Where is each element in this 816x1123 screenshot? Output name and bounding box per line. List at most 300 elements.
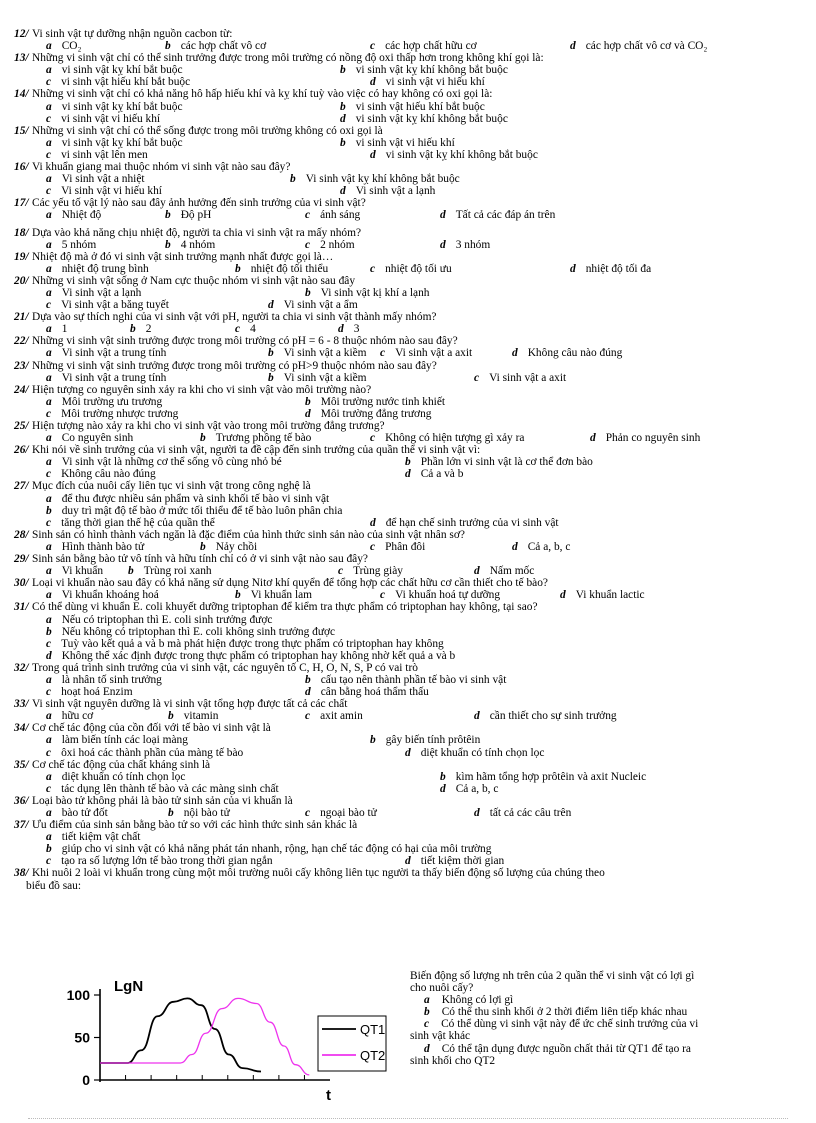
option-text: nhiệt độ tối thiểu (250, 262, 329, 275)
y-axis-label: LgN (114, 978, 144, 995)
option-letter: a (46, 734, 52, 747)
question-block (0, 161, 816, 197)
question-text: Ưu điểm của sinh sản bằng bào tử so với các hình thức sinh sản khác là (32, 819, 358, 832)
option-letter: d (340, 185, 346, 198)
answer-option[interactable] (370, 263, 452, 275)
answer-option[interactable] (305, 686, 429, 698)
question-stem (14, 88, 816, 101)
option-row (0, 614, 816, 626)
option-letter: b (200, 540, 206, 553)
answer-option[interactable] (305, 807, 377, 819)
answer-option[interactable] (474, 565, 534, 577)
option-row (0, 541, 816, 553)
question-stem (14, 383, 816, 396)
answer-option[interactable] (46, 674, 162, 686)
answer-option[interactable] (200, 432, 311, 444)
answer-option[interactable] (410, 1018, 810, 1030)
answer-option[interactable] (46, 347, 166, 359)
answer-option[interactable] (370, 734, 480, 746)
option-text: vi sinh vật kỵ khí không bắt buộc (355, 112, 508, 125)
option-letter: b (290, 173, 296, 186)
answer-option-continued (410, 1055, 810, 1067)
option-text: Vi khuẩn lactic (575, 589, 645, 602)
answer-option[interactable] (405, 855, 504, 867)
option-text: Vi sinh vật là những cơ thể sống vô cùng nhỏ bé (61, 456, 282, 469)
option-letter: d (474, 565, 480, 578)
answer-option[interactable] (46, 505, 342, 517)
option-text: Vi sinh vật kị khí a lạnh (320, 286, 430, 299)
answer-option[interactable] (370, 541, 425, 553)
answer-option[interactable] (440, 771, 646, 783)
answer-option[interactable] (46, 831, 140, 843)
answer-option[interactable] (235, 323, 256, 335)
question-block (0, 529, 816, 553)
answer-option[interactable] (410, 1006, 810, 1018)
question-block (0, 88, 816, 124)
option-text: giúp cho vi sinh vật có khả năng phát tán nhanh, rộng, hạn chế tác động có hại của môi trường (61, 843, 492, 856)
option-letter: d (370, 516, 376, 529)
option-letter: b (235, 262, 241, 275)
answer-option[interactable] (570, 263, 651, 275)
answer-option[interactable] (46, 771, 185, 783)
answer-option[interactable] (46, 614, 272, 626)
answer-option[interactable] (405, 468, 463, 480)
answer-option[interactable] (46, 149, 148, 161)
option-text: gây biến tính prôtêin (385, 734, 481, 747)
question-list (0, 28, 816, 892)
option-letter: a (46, 238, 52, 251)
option-text: kìm hãm tổng hợp prôtêin và axit Nucleic (455, 770, 647, 783)
answer-option[interactable] (46, 747, 243, 759)
answer-option[interactable] (128, 565, 212, 577)
option-text: Vi khuẩn khoáng hoá (61, 589, 159, 602)
option-letter: c (370, 540, 376, 553)
answer-option[interactable] (290, 173, 460, 185)
question-text: Những vi sinh vật sống ở Nam cực thuộc nhóm vi sinh vật nào sau đây (32, 274, 356, 287)
option-text: Vi sinh vật kỵ khí không bắt buộc (305, 173, 460, 186)
option-text: Môi trường ưu trương (61, 395, 163, 408)
answer-option[interactable] (512, 541, 570, 553)
answer-option[interactable] (46, 626, 335, 638)
answer-option[interactable] (46, 686, 133, 698)
option-row (0, 589, 816, 601)
answer-option[interactable] (46, 589, 159, 601)
option-letter: a (46, 286, 52, 299)
option-text: để thu được nhiều sản phẩm và sinh khối tế bào vi sinh vật (61, 492, 330, 505)
option-text: duy trì mật độ tế bào ở mức tối thiểu để tế bào luôn phân chia (61, 504, 343, 517)
option-text: Vi sinh vật a nhiệt (61, 173, 145, 186)
answer-option[interactable] (338, 565, 403, 577)
option-letter: d (474, 710, 480, 723)
answer-option[interactable] (235, 263, 328, 275)
option-letter: d (440, 209, 446, 222)
option-letter: b (168, 710, 174, 723)
answer-option[interactable] (405, 456, 593, 468)
answer-option[interactable] (340, 101, 485, 113)
answer-option[interactable] (305, 396, 445, 408)
answer-option[interactable] (512, 347, 622, 359)
question-stem (14, 444, 816, 457)
option-letter: b (168, 807, 174, 819)
option-letter: b (200, 432, 206, 445)
question-block (0, 420, 816, 444)
option-text: bào tử đốt (61, 807, 108, 819)
option-text: tất cả các câu trên (489, 807, 572, 819)
option-text: nhiệt độ trung bình (61, 262, 149, 275)
answer-option[interactable] (370, 432, 524, 444)
option-letter: b (128, 565, 134, 578)
option-letter: c (338, 565, 344, 578)
option-letter: c (305, 710, 311, 723)
answer-option[interactable] (370, 517, 559, 529)
answer-option[interactable] (46, 101, 183, 113)
option-letter: b (305, 286, 311, 299)
answer-option[interactable] (268, 347, 367, 359)
question-stem (14, 661, 816, 674)
option-letter: c (46, 782, 52, 795)
answer-option[interactable] (305, 287, 429, 299)
legend-label: QT1 (360, 1022, 386, 1037)
option-letter: c (46, 112, 52, 125)
answer-option[interactable] (168, 807, 230, 819)
option-letter: d (560, 589, 566, 602)
answer-option[interactable] (46, 287, 141, 299)
option-letter: c (46, 468, 52, 481)
option-text: Cả a, b, c (455, 782, 499, 795)
option-letter: b (424, 1006, 430, 1019)
answer-option[interactable] (410, 1043, 810, 1055)
option-text: Vi sinh vật a axit (489, 371, 567, 384)
option-letter: b (340, 100, 346, 113)
question-text: Loại bào tử không phải là bào tử sinh sản của vi khuẩn là (32, 794, 293, 807)
option-text: để hạn chế sinh trưởng của vi sinh vật (385, 516, 559, 529)
option-text: diệt khuẩn có tính chọn lọc (420, 746, 545, 759)
answer-option[interactable] (46, 209, 101, 221)
answer-option[interactable] (46, 113, 160, 125)
option-text: Không có hiện tượng gì xảy ra (385, 432, 525, 445)
option-row (0, 299, 816, 311)
answer-option[interactable] (570, 40, 707, 52)
question-38-prompt: cho nuôi cấy? (410, 982, 474, 995)
option-text: cấu tạo nên thành phần tế bào vi sinh vật (320, 673, 507, 686)
option-letter: a (46, 173, 52, 186)
option-row (0, 686, 816, 698)
question-stem (14, 794, 816, 807)
question-stem (14, 359, 816, 372)
answer-option[interactable] (268, 372, 367, 384)
answer-option[interactable] (340, 64, 508, 76)
option-text: Có thể thu sinh khối ở 2 thời điểm liên tiếp khác nhau (441, 1006, 688, 1019)
answer-option[interactable] (380, 347, 472, 359)
question-number: 23/ (14, 359, 29, 372)
option-text: 4 (250, 323, 256, 336)
option-text: các hợp chất vô cơ (180, 40, 267, 53)
answer-option[interactable] (370, 40, 477, 52)
answer-option[interactable] (46, 64, 183, 76)
option-row (0, 468, 816, 480)
option-text: tăng thời gian thế hệ của quần thể (61, 516, 215, 529)
answer-option[interactable] (305, 710, 363, 722)
option-letter: d (405, 855, 411, 868)
answer-option[interactable] (46, 468, 156, 480)
answer-option[interactable] (130, 323, 151, 335)
answer-option[interactable] (46, 843, 491, 855)
question-number: 31/ (14, 601, 29, 614)
option-row (0, 396, 816, 408)
option-text: Nấm mốc (489, 565, 535, 578)
option-letter: a (46, 100, 52, 113)
option-row (0, 626, 816, 638)
answer-option[interactable] (46, 517, 215, 529)
option-letter: a (46, 395, 52, 408)
option-text: 3 nhóm (455, 238, 491, 251)
option-letter: a (46, 770, 52, 783)
option-text: tiết kiệm vật chất (61, 831, 141, 844)
answer-option[interactable] (165, 40, 266, 52)
option-text: vi sinh vật hiếu khí bắt buộc (61, 76, 191, 89)
answer-option[interactable] (46, 650, 455, 662)
question-text: Dựa vào sự thích nghi của vi sinh vật với pH, người ta chia vi sinh vật thành mấy nhóm? (32, 311, 437, 324)
option-letter: a (46, 456, 52, 469)
answer-option[interactable] (46, 807, 108, 819)
question-text: Khi nói về sinh trưởng của vi sinh vật, người ta đề cập đến sinh trưởng của quần thể vi sinh vật vì: (32, 444, 481, 457)
option-letter: b (46, 843, 52, 856)
option-letter: a (46, 371, 52, 384)
answer-option[interactable] (340, 185, 435, 197)
answer-option[interactable] (338, 323, 359, 335)
option-letter: c (380, 589, 386, 602)
answer-option[interactable] (46, 855, 273, 867)
answer-option[interactable] (370, 76, 485, 88)
answer-option[interactable] (46, 408, 178, 420)
question-number: 24/ (14, 383, 29, 396)
question-number: 35/ (14, 758, 29, 771)
question-text: Những vi sinh vật chỉ có thể sống được trong môi trường không có oxi gọi là (32, 124, 383, 137)
answer-option[interactable] (46, 493, 329, 505)
question-text: Những vi sinh vật sinh trưởng được trong môi trường có pH = 6 - 8 thuộc nhóm nào sau đây? (32, 335, 458, 348)
option-letter: c (380, 347, 386, 360)
option-text: Vi sinh vật a kiềm (283, 347, 367, 360)
question-stem (14, 161, 816, 174)
answer-option[interactable] (474, 710, 617, 722)
x-axis-label: t (326, 1087, 331, 1103)
answer-option[interactable] (305, 408, 431, 420)
answer-option[interactable] (46, 432, 133, 444)
option-letter: c (305, 209, 311, 222)
option-text: Cả a và b (420, 468, 464, 481)
answer-option[interactable] (46, 783, 279, 795)
option-letter: c (46, 516, 52, 529)
option-row (0, 505, 816, 517)
question-stem (14, 52, 816, 65)
answer-option[interactable] (165, 209, 211, 221)
option-letter: d (305, 407, 311, 420)
option-text: Cả a, b, c (527, 540, 571, 553)
option-text: vitamin (183, 710, 219, 723)
question-stem (14, 226, 816, 239)
answer-option[interactable] (46, 185, 162, 197)
option-letter: d (590, 432, 596, 445)
option-letter: a (46, 710, 52, 723)
option-row (0, 64, 816, 76)
answer-option[interactable] (46, 173, 145, 185)
question-block (0, 480, 816, 528)
option-text: vi sinh vật hiếu khí bắt buộc (355, 100, 485, 113)
answer-option[interactable] (46, 456, 282, 468)
option-text: CO₂ (61, 40, 82, 53)
answer-option[interactable] (474, 372, 566, 384)
question-number: 16/ (14, 161, 29, 174)
question-number: 32/ (14, 661, 29, 674)
option-row (0, 40, 816, 52)
question-block (0, 867, 816, 891)
answer-option[interactable] (340, 137, 455, 149)
y-tick-label: 100 (66, 987, 90, 1003)
option-text: Không câu nào đúng (61, 468, 156, 481)
answer-option[interactable] (340, 113, 508, 125)
question-text: Cơ chế tác động của chất kháng sinh là (32, 758, 211, 771)
option-row (0, 372, 816, 384)
option-text: ánh sáng (320, 209, 361, 222)
option-letter: c (305, 238, 311, 251)
option-text: Vi sinh vật a kiềm (283, 371, 367, 384)
option-letter: b (165, 40, 171, 53)
question-block (0, 601, 816, 661)
question-block (0, 698, 816, 722)
answer-option[interactable] (46, 565, 103, 577)
option-text: Nảy chồi (215, 540, 258, 553)
answer-option[interactable] (46, 263, 149, 275)
option-letter: d (340, 112, 346, 125)
question-number: 34/ (14, 722, 29, 735)
answer-option[interactable] (590, 432, 700, 444)
answer-option[interactable] (46, 323, 67, 335)
option-text: Phân đôi (385, 540, 426, 553)
option-text: các hợp chất vô cơ và CO₂ (585, 40, 708, 53)
question-number: 12/ (14, 28, 29, 40)
answer-option[interactable] (380, 589, 500, 601)
option-letter: d (46, 649, 52, 662)
question-block (0, 197, 816, 226)
answer-option[interactable] (474, 807, 571, 819)
option-letter: c (46, 855, 52, 868)
answer-option[interactable] (370, 149, 538, 161)
option-text: ôxi hoá các thành phần của màng tế bào (61, 746, 244, 759)
answer-option[interactable] (410, 994, 810, 1006)
option-letter: b (305, 395, 311, 408)
answer-option[interactable] (165, 239, 215, 251)
page-bottom-rule (28, 1118, 788, 1119)
answer-option[interactable] (560, 589, 645, 601)
option-text: Vi khuẩn hoá tự dưỡng (395, 589, 501, 602)
option-text: vi sinh vật kỵ khí bắt buộc (61, 136, 183, 149)
option-text: Phần lớn vi sinh vật là cơ thể đơn bào (420, 456, 593, 469)
answer-option[interactable] (168, 710, 219, 722)
answer-option[interactable] (46, 372, 166, 384)
answer-option[interactable] (440, 209, 555, 221)
question-number: 18/ (14, 226, 29, 239)
question-number: 25/ (14, 420, 29, 432)
question-text: Vi sinh vật nguyên dưỡng là vi sinh vật tổng hợp được tất cả các chất (32, 698, 348, 711)
option-text: sinh vật khác (410, 1030, 471, 1043)
question-text: Dựa vào khả năng chịu nhiệt độ, người ta chia vi sinh vật ra mấy nhóm? (32, 226, 361, 239)
option-row (0, 517, 816, 529)
question-stem (14, 250, 816, 263)
option-letter: a (46, 136, 52, 149)
option-text: Vi sinh vật a lạnh (355, 185, 436, 198)
answer-option[interactable] (46, 40, 82, 52)
answer-option[interactable] (46, 638, 444, 650)
question-stem (14, 819, 816, 832)
option-text: Vi sinh vật a lạnh (61, 286, 142, 299)
question-block (0, 227, 816, 251)
answer-option[interactable] (305, 209, 360, 221)
answer-option[interactable] (46, 76, 190, 88)
option-letter: b (46, 504, 52, 517)
question-text: Những vi sinh vật sinh trưởng được trong môi trường có pH>9 thuộc nhóm nào sau đây? (32, 359, 437, 372)
answer-option[interactable] (440, 239, 490, 251)
option-text: 2 nhóm (320, 238, 355, 251)
answer-option[interactable] (305, 674, 506, 686)
question-stem (14, 197, 816, 210)
answer-option[interactable] (405, 747, 544, 759)
question-text: Những vi sinh vật chỉ có khả năng hô hấp hiếu khí và kỵ khí tuỳ vào việc có hay không có oxi gọi là: (32, 88, 493, 101)
option-letter: d (512, 347, 518, 360)
question-stem (14, 28, 816, 40)
option-text: Môi trường đẳng trương (320, 407, 432, 420)
answer-option[interactable] (46, 396, 162, 408)
question-text: Những vi sinh vật chỉ có thể sinh trưởng được trong môi trường có nồng độ oxi thấp hơn trong không khí gọi là: (32, 52, 544, 65)
option-row (0, 113, 816, 125)
answer-option[interactable] (200, 541, 257, 553)
question-number: 30/ (14, 577, 29, 590)
answer-option[interactable] (440, 783, 498, 795)
answer-option[interactable] (46, 137, 183, 149)
answer-option[interactable] (46, 239, 96, 251)
answer-option[interactable] (305, 239, 355, 251)
question-text: Cơ chế tác động của cồn đối với tế bào vi sinh vật là (32, 722, 271, 735)
question-stem (14, 311, 816, 324)
answer-option-continued (410, 1030, 810, 1042)
answer-option[interactable] (46, 734, 188, 746)
question-number: 15/ (14, 124, 29, 137)
option-text: vi sinh vật vi hiếu khí (355, 136, 455, 149)
option-text: Nếu có triptophan thì E. coli sinh trưởng được (61, 613, 273, 626)
option-row (0, 137, 816, 149)
answer-option[interactable] (46, 541, 144, 553)
option-letter: c (46, 299, 52, 312)
answer-option[interactable] (268, 299, 358, 311)
question-block (0, 311, 816, 335)
option-row (0, 747, 816, 759)
question-stem (14, 528, 816, 541)
question-text: Khi nuôi 2 loài vi khuẩn trong cùng một môi trường nuôi cấy không liên tục người ta thấy biến động số lượng của chúng theo (32, 867, 605, 880)
option-row (0, 638, 816, 650)
answer-option[interactable] (46, 299, 169, 311)
option-row (0, 323, 816, 335)
option-letter: b (340, 136, 346, 149)
option-text: 3 (353, 323, 360, 336)
option-letter: d (512, 540, 518, 553)
question-number: 38/ (14, 867, 29, 880)
answer-option[interactable] (46, 710, 93, 722)
question-block (0, 335, 816, 359)
option-letter: d (405, 746, 411, 759)
option-letter: c (370, 432, 376, 445)
question-text-continued: biểu đồ sau: (26, 879, 82, 892)
answer-option[interactable] (235, 589, 312, 601)
question-number: 14/ (14, 88, 29, 101)
